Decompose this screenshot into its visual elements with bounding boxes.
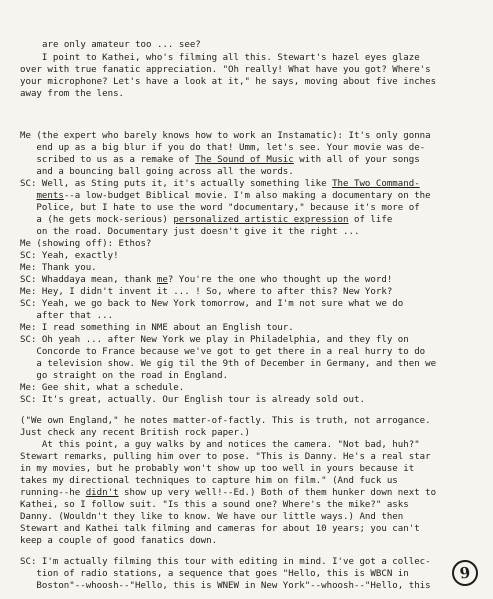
- text-line: and a bouncing ball going across all the words.: [20, 167, 294, 177]
- text-line: end up as a big blur if you do that! Umm, let's see. Your movie was de-: [20, 143, 426, 153]
- word-underlined: me: [156, 275, 168, 285]
- text-line: a television show. We gig til the 9th of December in Germany, and then we: [20, 359, 437, 369]
- text-line: your microphone? Let's have a look at it," he says, moving about five inches: [20, 77, 437, 87]
- text-line: Stewart and Kathei talk filming and cameras for about 10 years; you can't: [20, 524, 420, 534]
- movie-title-underlined: ments: [36, 191, 64, 201]
- text-line: At this point, a guy walks by and notices the camera. "Not bad, huh?": [20, 440, 420, 450]
- text-line: takes my directional techniques to capture him on film." (And fuck us: [20, 476, 398, 486]
- text-line: running--he didn't show up very well!--Ed.) Both of them hunker down next to: [20, 488, 437, 498]
- text-line: Me: Thank you.: [20, 263, 97, 273]
- text-line: ("We own England," he notes matter-of-factly. This is truth, not arrogance.: [20, 416, 431, 426]
- text-line: SC: Yeah, we go back to New York tomorrow, and I'm not sure what we do: [20, 299, 404, 309]
- text-line: ments--a low-budget Biblical movie. I'm also making a documentary on the: [36, 191, 431, 201]
- text-line: tion of radio stations, a sequence that goes "Hello, this is WBCN in: [20, 569, 409, 579]
- text-line: Me: I read something in NME about an English tour.: [20, 323, 294, 333]
- movie-title-underlined: The Sound of Music: [195, 155, 294, 165]
- text-line: on the road. Documentary just doesn't give it the right ...: [20, 227, 360, 237]
- text-line: Me: Gee shit, what a schedule.: [20, 383, 185, 393]
- movie-title-underlined: The Two Command-: [332, 179, 420, 189]
- text-line: over with true fanatic appreciation. "Oh really! What have you got? Where's: [20, 65, 431, 75]
- text-line: Me (showing off): Ethos?: [20, 239, 152, 249]
- text-line: Concorde to France because we've got to get there in a real hurry to do: [20, 347, 426, 357]
- text-line: SC: Yeah, exactly!: [20, 251, 119, 261]
- text-line: SC: I'm actually filming this tour with editing in mind. I've got a collec-: [20, 557, 431, 567]
- text-line: are only amateur too ... see?: [42, 40, 201, 50]
- text-line: Kathei, so I follow suit. "Is this a sound one? Where's the mike?" asks: [20, 500, 409, 510]
- page-number: 9: [450, 558, 479, 587]
- text-line: Stewart remarks, pulling him over to pose. "This is Danny. He's a real star: [20, 452, 431, 462]
- word-underlined: didn't: [85, 488, 119, 498]
- text-line: SC: Oh yeah ... after New York we play in Philadelphia, and they fly on: [20, 335, 409, 345]
- text-line: keep a couple of good fanatics down.: [20, 536, 218, 546]
- text-line: go straight on the road in England.: [20, 371, 229, 381]
- text-line: Danny. (Wouldn't they like to know. We have our little ways.) And then: [20, 512, 404, 522]
- text-line: scribed to us as a remake of The Sound of Music with all of your songs: [20, 155, 420, 165]
- text-line: SC: Whaddaya mean, thank me? You're the one who thought up the word!: [20, 275, 393, 285]
- text-line: after that ...: [20, 311, 114, 321]
- text-line: Me: Hey, I didn't invent it ... ! So, where to after this? New York?: [20, 287, 393, 297]
- text-line: I point to Kathei, who's filming all this. Stewart's hazel eyes glaze: [20, 53, 420, 63]
- text-line: Boston"--whoosh--"Hello, this is WNEW in New York"--whoosh--"Hello, this: [20, 581, 431, 591]
- text-line: Me (the expert who barely knows how to work an Instamatic): It's only gonna: [20, 131, 431, 141]
- text-line: Police, but I hate to use the word "documentary," because it's more of: [20, 203, 420, 213]
- text-line: a (he gets mock-serious) personalized artistic expression of life: [20, 215, 393, 225]
- text-line: Just check any recent British rock paper.): [20, 428, 250, 438]
- text-line: in my movies, but he probably won't show up too well in yours because it: [20, 464, 415, 474]
- phrase-underlined: personalized artistic expression: [173, 215, 349, 225]
- text-line: SC: Well, as Sting puts it, it's actually something like The Two Command-: [20, 179, 420, 189]
- text-line: SC: It's great, actually. Our English tour is already sold out.: [20, 395, 365, 405]
- text-line: away from the lens.: [20, 89, 125, 99]
